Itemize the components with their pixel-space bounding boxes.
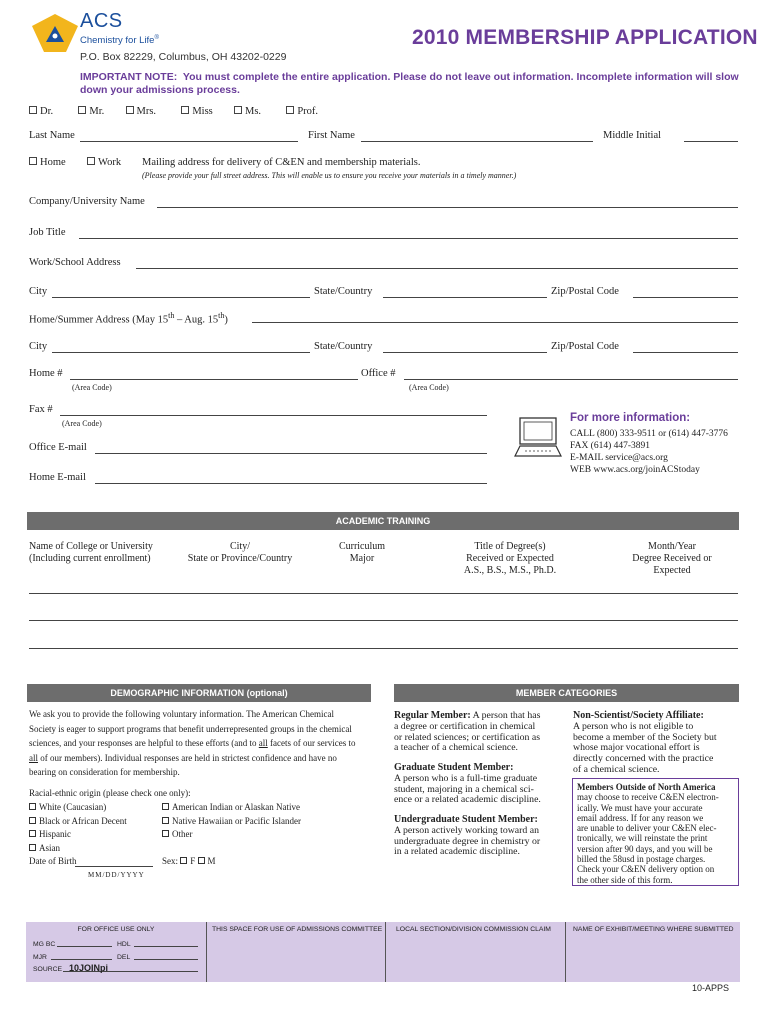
office-divider-1 bbox=[206, 922, 207, 982]
hdl-label: HDL bbox=[117, 941, 131, 948]
info-call: CALL (800) 333-9511 or (614) 447-3776 bbox=[570, 429, 728, 439]
undergraduate-member: Undergraduate Student Member: A person actively working toward an undergraduate degree in chemistry or in a related academic discipline. bbox=[394, 814, 541, 858]
zip-label-2: Zip/Postal Code bbox=[551, 341, 619, 352]
city-field[interactable] bbox=[52, 297, 310, 298]
form-code: 10-APPS bbox=[692, 983, 730, 993]
salutation-options bbox=[29, 106, 318, 117]
work-address-label: Work/School Address bbox=[29, 257, 121, 268]
mailing-instruction: Mailing address for delivery of C&EN and membership materials. bbox=[142, 157, 421, 168]
checkbox-icon bbox=[29, 844, 36, 851]
racial-option-asian[interactable]: Asian bbox=[29, 842, 127, 856]
state-field-2[interactable] bbox=[383, 352, 547, 353]
job-title-label: Job Title bbox=[29, 227, 66, 238]
home-email-field[interactable] bbox=[95, 483, 487, 484]
home-summer-field[interactable] bbox=[252, 322, 738, 323]
office-divider-3 bbox=[565, 922, 566, 982]
checkbox-icon bbox=[162, 803, 169, 810]
racial-option-black[interactable]: Black or African Decent bbox=[29, 815, 127, 829]
last-name-label: Last Name bbox=[29, 130, 75, 141]
zip-field[interactable] bbox=[633, 297, 738, 298]
col-date: Month/Year Degree Received or Expected bbox=[632, 541, 712, 576]
info-email[interactable]: E-MAIL service@acs.org bbox=[570, 453, 668, 463]
racial-options-left bbox=[29, 801, 127, 855]
state-field[interactable] bbox=[383, 297, 547, 298]
checkbox-icon bbox=[78, 106, 86, 114]
dob-field[interactable] bbox=[75, 866, 153, 867]
checkbox-icon bbox=[29, 817, 36, 824]
col-curriculum: Curriculum Major bbox=[338, 541, 386, 564]
source-value: 10JOINpi bbox=[69, 963, 109, 973]
mgbc-label: MG BC bbox=[33, 941, 56, 948]
regular-member: Regular Member: A person that has a degree or certification in chemical or related sciences; or certification as a teacher of a chemical science. bbox=[394, 710, 541, 754]
exhibit-title: NAME OF EXHIBIT/MEETING WHERE SUBMITTED bbox=[573, 926, 734, 933]
checkbox-icon bbox=[198, 857, 205, 864]
checkbox-icon bbox=[29, 106, 37, 114]
important-note: IMPORTANT NOTE: You must complete the entire application. Please do not leave out information. Incomplete information will slow down your admissions process. bbox=[80, 71, 739, 96]
graduate-member: Graduate Student Member: A person who is a full-time graduate student, majoring in a chemical sci- ence or a related academic discipline. bbox=[394, 762, 541, 806]
office-phone-field[interactable] bbox=[404, 379, 738, 380]
title-mrs[interactable]: Mrs. bbox=[126, 106, 157, 117]
checkbox-icon bbox=[29, 803, 36, 810]
org-name: ACS bbox=[80, 10, 123, 32]
mjr-label: MJR bbox=[33, 954, 47, 961]
first-name-field[interactable] bbox=[361, 141, 593, 142]
col-degree: Title of Degree(s) Received or Expected A.S., B.S., M.S., Ph.D. bbox=[463, 541, 557, 576]
company-label: Company/University Name bbox=[29, 196, 145, 207]
sex-option-f[interactable]: F bbox=[180, 856, 195, 866]
checkbox-icon bbox=[286, 106, 294, 114]
office-divider-2 bbox=[385, 922, 386, 982]
state-label-2: State/Country bbox=[314, 341, 373, 352]
address-type-work[interactable]: Work bbox=[87, 157, 121, 168]
sex-field: Sex: F M bbox=[162, 856, 216, 866]
col-college: Name of College or University (Including current enrollment) bbox=[29, 541, 153, 564]
dob-label: Date of Birth bbox=[29, 856, 77, 866]
academic-row-3[interactable] bbox=[29, 648, 738, 649]
tagline: Chemistry for Life® bbox=[80, 35, 159, 47]
home-email-label: Home E-mail bbox=[29, 472, 86, 483]
address-type-home[interactable]: Home bbox=[29, 157, 66, 168]
city-label-2: City bbox=[29, 341, 48, 352]
company-field[interactable] bbox=[157, 207, 738, 208]
racial-option-hispanic[interactable]: Hispanic bbox=[29, 828, 127, 842]
checkbox-icon bbox=[162, 830, 169, 837]
office-email-label: Office E-mail bbox=[29, 442, 87, 453]
last-name-field[interactable] bbox=[80, 141, 298, 142]
admissions-title: THIS SPACE FOR USE OF ADMISSIONS COMMITTEE bbox=[212, 926, 383, 933]
dob-format: MM/DD/YYYY bbox=[88, 871, 145, 879]
page-title: 2010 MEMBERSHIP APPLICATION bbox=[412, 26, 758, 49]
middle-initial-label: Middle Initial bbox=[603, 130, 662, 141]
home-phone-field[interactable] bbox=[70, 379, 358, 380]
academic-training-bar: ACADEMIC TRAINING bbox=[27, 512, 739, 530]
mailing-note: (Please provide your full street address. This will enable us to ensure you receive your materials in a timely manner.) bbox=[142, 171, 517, 180]
checkbox-icon bbox=[29, 830, 36, 837]
sex-option-m[interactable]: M bbox=[198, 856, 216, 866]
col-city: City/ State or Province/Country bbox=[187, 541, 293, 564]
title-dr[interactable]: Dr. bbox=[29, 106, 53, 117]
work-address-field[interactable] bbox=[136, 268, 738, 269]
checkbox-icon bbox=[162, 817, 169, 824]
checkbox-icon bbox=[87, 157, 95, 165]
info-fax: FAX (614) 447-3891 bbox=[570, 441, 651, 451]
hdl-field[interactable] bbox=[134, 946, 198, 947]
area-code-hint: (Area Code) bbox=[72, 383, 112, 392]
city-label: City bbox=[29, 286, 48, 297]
racial-option-native-american[interactable]: American Indian or Alaskan Native bbox=[162, 801, 301, 815]
middle-initial-field[interactable] bbox=[684, 141, 738, 142]
info-title: For more information: bbox=[570, 412, 691, 424]
mjr-field[interactable] bbox=[51, 959, 112, 960]
mailing-address: P.O. Box 82229, Columbus, OH 43202-0229 bbox=[80, 51, 287, 63]
academic-row-1[interactable] bbox=[29, 593, 738, 594]
title-mr[interactable]: Mr. bbox=[78, 106, 104, 117]
del-field[interactable] bbox=[134, 959, 198, 960]
academic-row-2[interactable] bbox=[29, 620, 738, 621]
local-section-title: LOCAL SECTION/DIVISION COMMISSION CLAIM bbox=[396, 926, 551, 933]
fax-label: Fax # bbox=[29, 404, 53, 415]
city-field-2[interactable] bbox=[52, 352, 310, 353]
checkbox-icon bbox=[29, 157, 37, 165]
checkbox-icon bbox=[181, 106, 189, 114]
title-ms[interactable]: Ms. bbox=[234, 106, 261, 117]
member-categories-bar: MEMBER CATEGORIES bbox=[394, 684, 739, 702]
home-phone-label: Home # bbox=[29, 368, 63, 379]
title-miss[interactable]: Miss bbox=[181, 106, 212, 117]
zip-field-2[interactable] bbox=[633, 352, 738, 353]
outside-north-america: Members Outside of North America may choose to receive C&EN electron- ically. We must have your accurate email address. If for any reason we are unable to deliver your C&EN elec- tronically, we will reinstate the print version after 90 days, and you will be billed the 58usd in postage charges. Check your C&EN delivery option on the other side of this form. bbox=[577, 782, 719, 885]
title-prof[interactable]: Prof. bbox=[286, 106, 318, 117]
office-phone-label: Office # bbox=[361, 368, 396, 379]
office-email-field[interactable] bbox=[95, 453, 487, 454]
racial-option-pacific[interactable]: Native Hawaiian or Pacific Islander bbox=[162, 815, 301, 829]
racial-label: Racial-ethnic origin (please check one only): bbox=[29, 788, 191, 798]
racial-option-white[interactable]: White (Caucasian) bbox=[29, 801, 127, 815]
checkbox-icon bbox=[234, 106, 242, 114]
job-title-field[interactable] bbox=[79, 238, 738, 239]
checkbox-icon bbox=[126, 106, 134, 114]
demographic-bar: DEMOGRAPHIC INFORMATION (optional) bbox=[27, 684, 371, 702]
area-code-hint-2: (Area Code) bbox=[409, 383, 449, 392]
mgbc-field[interactable] bbox=[57, 946, 112, 947]
info-web[interactable]: WEB www.acs.org/joinACStoday bbox=[570, 465, 700, 475]
area-code-hint-3: (Area Code) bbox=[62, 419, 102, 428]
non-scientist-affiliate: Non-Scientist/Society Affiliate: A person who is not eligible to become a member of the Society but whose major vocational effort is directly concerned with the practice of a chemical science. bbox=[573, 710, 717, 775]
demographic-paragraph: We ask you to provide the following voluntary information. The American Chemical Society is eager to support programs that benefit underrepresented groups in the chemical sciences, and your responses are helpful to these efforts (and to all facets of our services to all of our members). Individual responses are held in strictest confidence and have no bearing on consideration for membership. bbox=[29, 709, 356, 778]
laptop-icon bbox=[513, 416, 563, 462]
state-label: State/Country bbox=[314, 286, 373, 297]
zip-label: Zip/Postal Code bbox=[551, 286, 619, 297]
checkbox-icon bbox=[180, 857, 187, 864]
source-label: SOURCE bbox=[33, 966, 63, 973]
del-label: DEL bbox=[117, 954, 131, 961]
home-summer-label: Home/Summer Address (May 15th – Aug. 15th) bbox=[29, 311, 228, 326]
racial-options-right bbox=[162, 801, 301, 842]
first-name-label: First Name bbox=[308, 130, 355, 141]
fax-field[interactable] bbox=[60, 415, 487, 416]
racial-option-other[interactable]: Other bbox=[162, 828, 301, 842]
office-use-title: FOR OFFICE USE ONLY bbox=[77, 926, 155, 933]
acs-logo-icon bbox=[30, 12, 80, 54]
